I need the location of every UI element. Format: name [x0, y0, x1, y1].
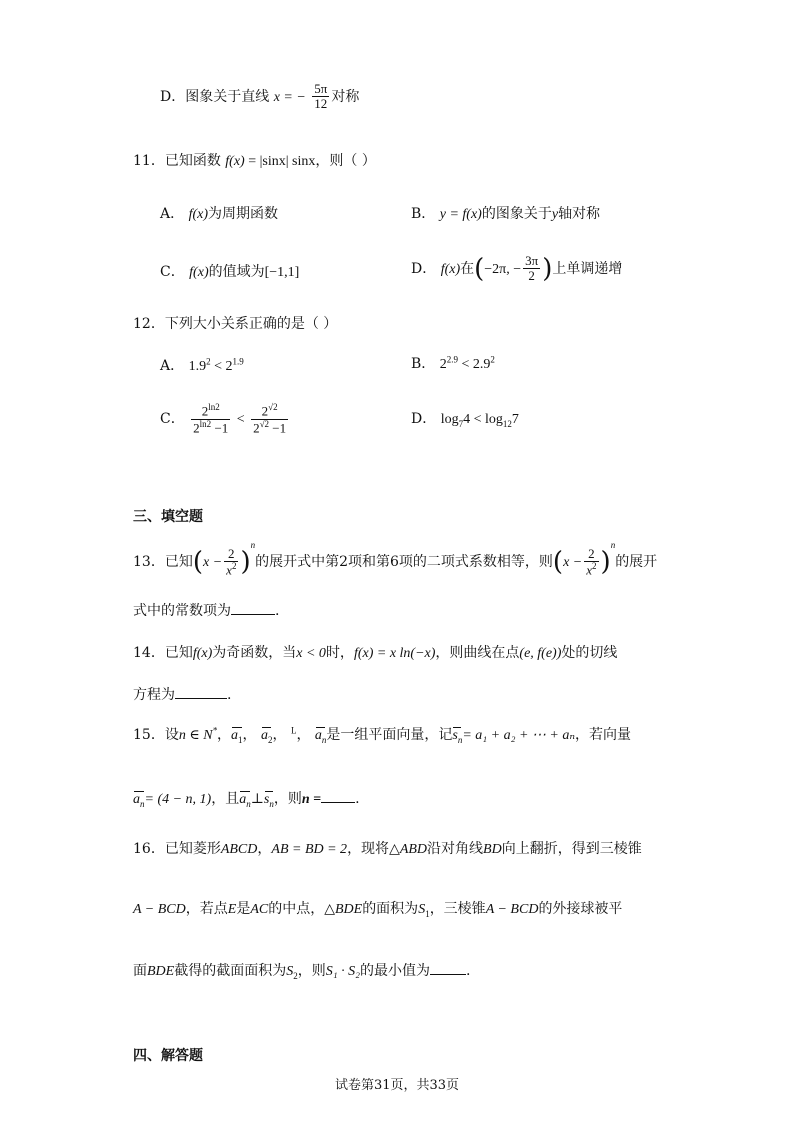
text: 处的切线 [561, 645, 618, 661]
option-text: 图象关于直线 [185, 88, 270, 105]
text: ，则 [297, 963, 326, 979]
text: ，则曲线在点 [435, 645, 520, 661]
vector-sn: $s_n$ [452, 728, 463, 745]
math-product: S₁ · S₂ [325, 964, 360, 979]
period: . [275, 603, 280, 619]
fraction: $\frac{2}{x^2}$ [226, 545, 237, 578]
option-label: C． [160, 411, 185, 428]
text: 向上翻折，得到三棱锥 [501, 841, 642, 857]
text: ，则 [273, 791, 302, 807]
option-label: B． [411, 356, 436, 372]
math-point: (e, f(e)) [519, 646, 562, 661]
text: ，若点 [185, 901, 228, 917]
text: 时， [325, 645, 354, 661]
option-label: C． [160, 264, 185, 280]
vector-an: $a_n$ [133, 792, 145, 809]
vector-a2: $a_2$ [260, 728, 273, 745]
math-a-bcd: A − BCD [133, 902, 186, 917]
q11-option-c [160, 261, 299, 281]
math-a-bcd: A − BCD [485, 902, 539, 917]
page-footer: 试卷第31页，共33页 [334, 1078, 460, 1093]
equation: x = − [273, 89, 306, 105]
option-math: $1.9^2 < 2^{1.9}$ [188, 356, 244, 374]
option-text: 为周期函数 [208, 206, 279, 222]
text: 是 [236, 901, 251, 917]
math-bde: BDE [147, 964, 175, 979]
question-text: 13．已知 [133, 554, 193, 570]
option-math: $\log_74 < \log_{12}7$ [440, 412, 519, 429]
math-fx: f(x) [192, 646, 213, 661]
text: 截得的截面面积为 [174, 963, 287, 979]
text: ，现将 [347, 841, 390, 857]
option-label: D． [411, 411, 437, 427]
q16-line1 [133, 838, 642, 858]
math-bd: BD [483, 842, 502, 857]
q15-line1: 15．设n ∈ N*，$a_1$， $a_2$， $^L$， $a_n$是一组平面向量，记$s_n= a_1 + a_2$ + ⋯ + aₙ，若向量 [133, 725, 632, 745]
math-def: f(x) = x ln(−x) [353, 646, 436, 661]
q10-option-d [160, 82, 359, 112]
dots: L [290, 725, 297, 736]
math-nset: n ∈ N* [178, 725, 218, 743]
question-text: 16．已知菱形 [133, 841, 221, 857]
perp-symbol: ⊥ [250, 792, 264, 807]
math-ac: AC [250, 902, 269, 917]
option-label: D． [411, 260, 437, 277]
text: 为奇函数，当 [212, 645, 297, 661]
option-math: f(x) [188, 207, 209, 222]
text: 的最小值为 [359, 963, 430, 979]
math-tri: △ABD [389, 842, 428, 857]
q16-line2 [133, 898, 622, 919]
math-e: E [227, 902, 237, 917]
question-text: 15．设 [133, 727, 179, 743]
question-text-end: 的展开 [615, 554, 658, 570]
answer-blank[interactable] [231, 602, 275, 615]
option-text2: 上单调递增 [552, 260, 623, 277]
text: 面 [133, 963, 147, 979]
q12-option-b [411, 353, 495, 373]
option-label: B． [411, 206, 436, 222]
option-var: y [551, 207, 559, 222]
math-s1: $S_1$ [418, 902, 430, 919]
q12-stem: 12．下列大小关系正确的是（ ） [133, 316, 338, 332]
question-text: 式中的常数项为 [133, 603, 231, 619]
text: 沿对角线 [427, 841, 484, 857]
section-heading-4: 四、解答题 [133, 1048, 203, 1064]
option-label: A． [160, 206, 185, 222]
option-math: f(x) [440, 261, 461, 277]
q15-line2 [133, 788, 360, 809]
text: ， [217, 727, 232, 743]
text: ，且 [211, 791, 240, 807]
q12-option-d [411, 408, 519, 429]
q13-line2 [133, 600, 279, 620]
text: 的外接球被平 [538, 901, 623, 917]
q11-stem [133, 150, 376, 170]
period: . [465, 963, 471, 979]
option-text: 的值域为 [208, 264, 265, 280]
text: 的中点， [268, 901, 325, 917]
math-fx: f(x) [225, 154, 245, 169]
text: 的面积为 [362, 901, 419, 917]
fraction-1: $\frac{2^{ln2}}{2^{ln2} -1}$ [193, 402, 229, 435]
question-text: 11．已知函数 [133, 153, 221, 169]
fraction: $\frac{3\pi}{2}$ [525, 253, 539, 284]
option-math: y = f(x) [439, 207, 482, 222]
option-text: 在 [460, 260, 475, 277]
math-bde: △BDE [324, 902, 363, 917]
q13-line1: 13．已知(x − $\frac{2}{x^2}$ )$^n$的展开式中第2项和第6项的二项式系数相等，则(x − $\frac{2}{x^2}$ )$^n$的展开 [133, 540, 658, 578]
vector-a1: $a_1$ [231, 728, 243, 745]
section-heading-3: 三、填空题 [133, 509, 203, 525]
interval-start: −2π, − [484, 261, 522, 277]
question-text: 方程为 [133, 687, 175, 703]
q11-option-a [160, 203, 278, 223]
q14-line1 [133, 642, 617, 662]
option-text-end: 对称 [331, 88, 360, 105]
q12-option-c: C． $\frac{2^{ln2}}{2^{ln2} -1}$ < $\frac{2^{√2}}{2^{√2} -1}$ [160, 402, 287, 435]
fraction-2: $\frac{2^{√2}}{2^{√2} -1}$ [253, 402, 287, 435]
text: ，若向量 [575, 727, 632, 743]
question-text-end: ，则（ ） [315, 153, 376, 169]
option-text2: 轴对称 [558, 206, 601, 222]
option-label: D． [160, 88, 186, 105]
math-eq: AB = BD = 2 [271, 842, 348, 857]
vector-an: $a_n$ [314, 728, 327, 745]
math-sum: = a₁ + a₂ + ⋯ + aₙ [462, 728, 576, 743]
fraction: $\frac{2}{x^2}$ [586, 545, 597, 578]
fraction: $\frac{5\pi}{12}$ [314, 81, 328, 112]
answer-blank[interactable] [175, 686, 227, 699]
vector-sn: $s_n$ [263, 792, 274, 809]
math-cond: x < 0 [296, 646, 326, 661]
q14-line2 [133, 684, 231, 704]
math-abcd: ABCD [220, 842, 258, 857]
math-s2: $S_2$ [286, 964, 298, 981]
option-math: $2^{2.9} < 2.9^2$ [439, 354, 495, 372]
option-range: [−1,1] [264, 265, 300, 280]
answer-blank[interactable] [430, 962, 466, 975]
text: ，三棱锥 [429, 901, 486, 917]
q11-option-b [411, 203, 600, 223]
period: . [355, 791, 360, 807]
option-math: f(x) [189, 265, 209, 280]
math-n: n = [301, 792, 322, 807]
math-def: = |sinx| sinx [244, 154, 316, 169]
text: 是一组平面向量，记 [326, 727, 453, 743]
q11-option-d: D． f(x)在(−2π, − $\frac{3\pi}{2}$ )上单调递增 [411, 253, 623, 284]
option-text: 的图象关于 [481, 206, 552, 222]
text: ， [257, 841, 272, 857]
math-eq: = (4 − n, 1) [144, 792, 212, 807]
question-text: 14．已知 [133, 645, 193, 661]
period: . [227, 687, 232, 703]
question-text-mid: 的展开式中第2项和第6项的二项式系数相等，则 [255, 554, 553, 570]
vector-an: $a_n$ [239, 792, 251, 809]
q16-line3 [133, 960, 470, 981]
q12-option-a [160, 355, 244, 375]
answer-blank[interactable] [321, 790, 355, 803]
option-label: A． [160, 358, 185, 374]
